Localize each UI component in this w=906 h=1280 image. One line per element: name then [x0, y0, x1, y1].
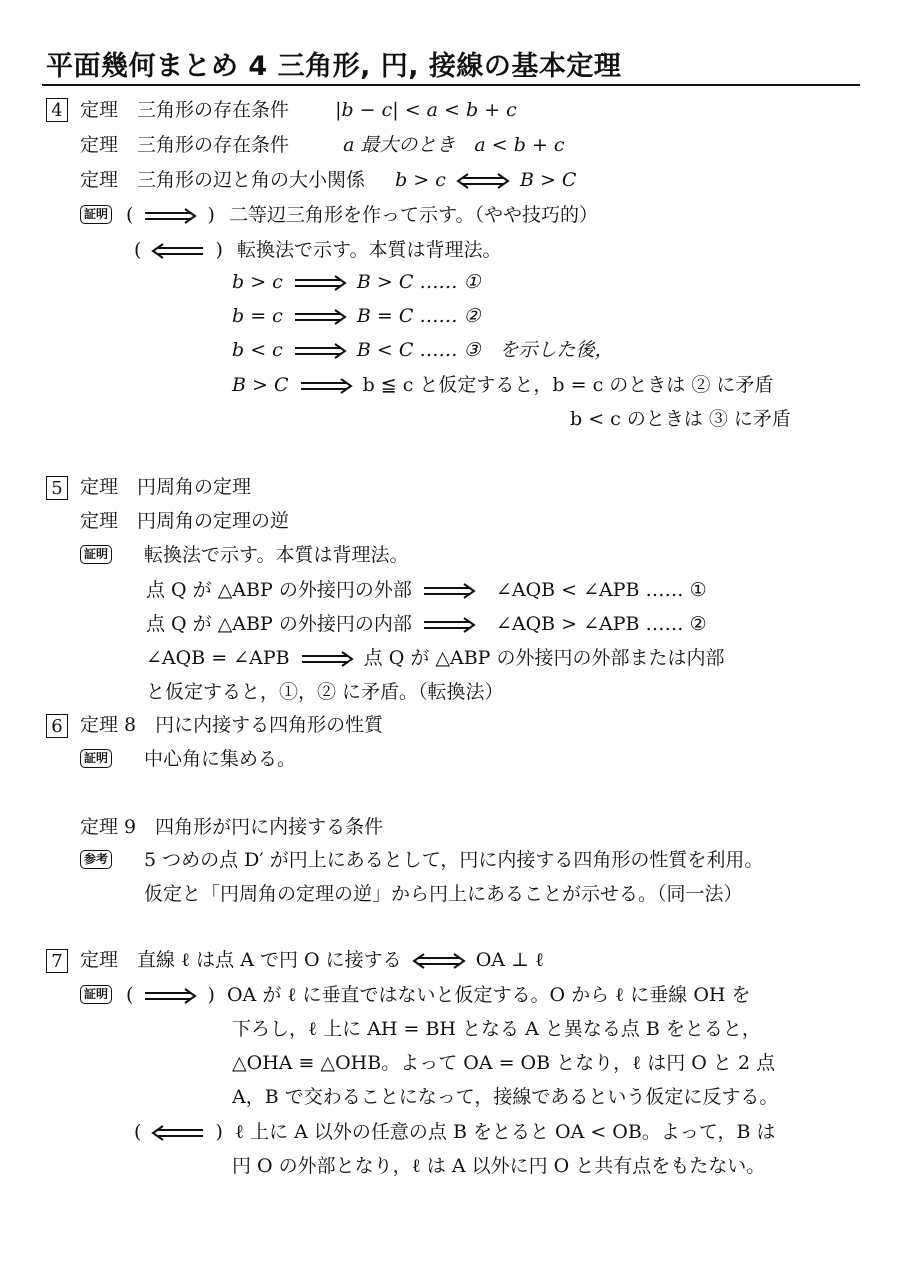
case-3	[232, 338, 614, 362]
proof-backward-line-2: 円 O の外部となり，ℓ は A 以外に円 O と共有点をもたない。	[232, 1155, 766, 1177]
implies-arrow-icon	[291, 275, 349, 291]
proof-backward	[134, 238, 501, 262]
section-number-7: 7	[46, 949, 68, 973]
theorem-heading: 定理 三角形の存在条件	[80, 134, 290, 156]
case-1	[146, 578, 707, 602]
case-right: B > C …… ①	[356, 271, 481, 293]
paren-open: (	[134, 239, 142, 261]
theorem-heading: 定理 三角形の存在条件	[80, 99, 290, 121]
case-right: ∠AQB < ∠APB …… ①	[495, 579, 707, 601]
case-3	[146, 646, 725, 670]
title-underline	[42, 84, 860, 86]
reference-tag: 参考	[80, 850, 112, 869]
iff-arrow-icon	[410, 953, 468, 969]
case-right: 点 Q が △ABP の外接円の外部または内部	[363, 647, 725, 669]
paren-open: (	[126, 204, 134, 226]
paren-open: (	[134, 1121, 142, 1143]
page-title: 平面幾何まとめ 4 三角形, 円, 接線の基本定理	[46, 51, 622, 82]
formula-left: b > c	[395, 169, 446, 191]
case-left: 点 Q が △ABP の外接円の外部	[146, 579, 412, 601]
formula: |b − c| < a < b + c	[335, 99, 517, 121]
case-2	[146, 612, 707, 636]
implies-arrow-icon	[291, 309, 349, 325]
reference-text-2: 仮定と「円周角の定理の逆」から円上にあることが示せる。（同一法）	[144, 883, 743, 905]
paren-close: )	[215, 1121, 223, 1143]
case-right: ∠AQB > ∠APB …… ②	[495, 613, 707, 635]
theorem-triangle-existence-max	[80, 133, 565, 157]
implies-arrow-icon	[420, 583, 478, 599]
implies-arrow-icon	[297, 378, 355, 394]
case-4: と仮定すると，①，② に矛盾。（転換法）	[146, 681, 504, 703]
proof-text: ℓ 上に A 以外の任意の点 B をとると OA < OB。よって，B は	[234, 1121, 776, 1143]
implies-arrow-icon	[141, 988, 199, 1004]
formula-right: B > C	[519, 169, 577, 191]
theorem-inscribed-angle-converse: 定理 円周角の定理の逆	[80, 510, 290, 532]
proof-backward	[134, 1120, 775, 1144]
proof-tag: 証明	[80, 749, 112, 768]
implied-by-arrow-icon	[149, 1125, 207, 1141]
case-2	[232, 304, 481, 328]
case-left: b > c	[232, 271, 283, 293]
case-4	[232, 373, 773, 397]
case-left: ∠AQB = ∠APB	[146, 647, 290, 669]
paren-close: )	[207, 984, 215, 1006]
case-left: b < c	[232, 339, 283, 361]
section-number-6: 6	[46, 714, 68, 738]
reference-text-1: 5 つめの点 D′ が円上にあるとして，円に内接する四角形の性質を利用。	[144, 849, 764, 871]
case-5: b < c のときは ③ に矛盾	[570, 408, 791, 430]
case-left: b = c	[232, 305, 283, 327]
proof-text: 中心角に集める。	[144, 748, 297, 770]
paren-close: )	[207, 204, 215, 226]
implies-arrow-icon	[420, 617, 478, 633]
proof-forward-line-3: △OHA ≡ △OHB。よって OA = OB となり，ℓ は円 O と 2 点	[232, 1052, 776, 1074]
theorem-heading: 定理 三角形の辺と角の大小関係	[80, 169, 366, 191]
section-number-5: 5	[46, 476, 68, 500]
proof-text: OA が ℓ に垂直ではないと仮定する。O から ℓ に垂線 OH を	[226, 984, 751, 1006]
formula-right: OA ⊥ ℓ	[475, 949, 545, 971]
implied-by-arrow-icon	[149, 243, 207, 259]
implies-arrow-icon	[291, 343, 349, 359]
theorem-9: 定理 9 四角形が円に内接する条件	[80, 816, 384, 838]
section-number-4: 4	[46, 98, 68, 122]
proof-text: 転換法で示す。本質は背理法。	[144, 544, 409, 566]
theorem-tangent	[80, 948, 544, 972]
case-right: b ≦ c と仮定すると，b = c のときは ② に矛盾	[362, 374, 774, 396]
iff-arrow-icon	[454, 173, 512, 189]
theorem-triangle-existence	[80, 98, 517, 122]
proof-forward	[126, 203, 598, 227]
paren-close: )	[215, 239, 223, 261]
theorem-heading: 定理 直線 ℓ は点 A で円 O に接する	[80, 949, 402, 971]
case-right: B < C …… ③ を示した後，	[356, 339, 614, 361]
proof-tag: 証明	[80, 205, 112, 224]
case-left: 点 Q が △ABP の外接円の内部	[146, 613, 412, 635]
proof-tag: 証明	[80, 985, 112, 1004]
theorem-inscribed-angle: 定理 円周角の定理	[80, 476, 252, 498]
proof-tag: 証明	[80, 545, 112, 564]
formula: a 最大のとき a < b + c	[343, 134, 565, 156]
proof-text: 二等辺三角形を作って示す。（やや技巧的）	[228, 204, 598, 226]
case-right: B = C …… ②	[356, 305, 481, 327]
proof-forward	[126, 983, 751, 1007]
case-left: B > C	[232, 374, 289, 396]
paren-open: (	[126, 984, 134, 1006]
case-1	[232, 270, 481, 294]
proof-forward-line-4: A，B で交わることになって，接線であるという仮定に反する。	[232, 1086, 779, 1108]
proof-forward-line-2: 下ろし，ℓ 上に AH = BH となる A と異なる点 B をとると，	[232, 1018, 761, 1040]
implies-arrow-icon	[141, 208, 199, 224]
implies-arrow-icon	[298, 651, 356, 667]
proof-text: 転換法で示す。本質は背理法。	[236, 239, 502, 261]
theorem-8: 定理 8 円に内接する四角形の性質	[80, 714, 384, 736]
theorem-side-angle-order	[80, 168, 576, 192]
